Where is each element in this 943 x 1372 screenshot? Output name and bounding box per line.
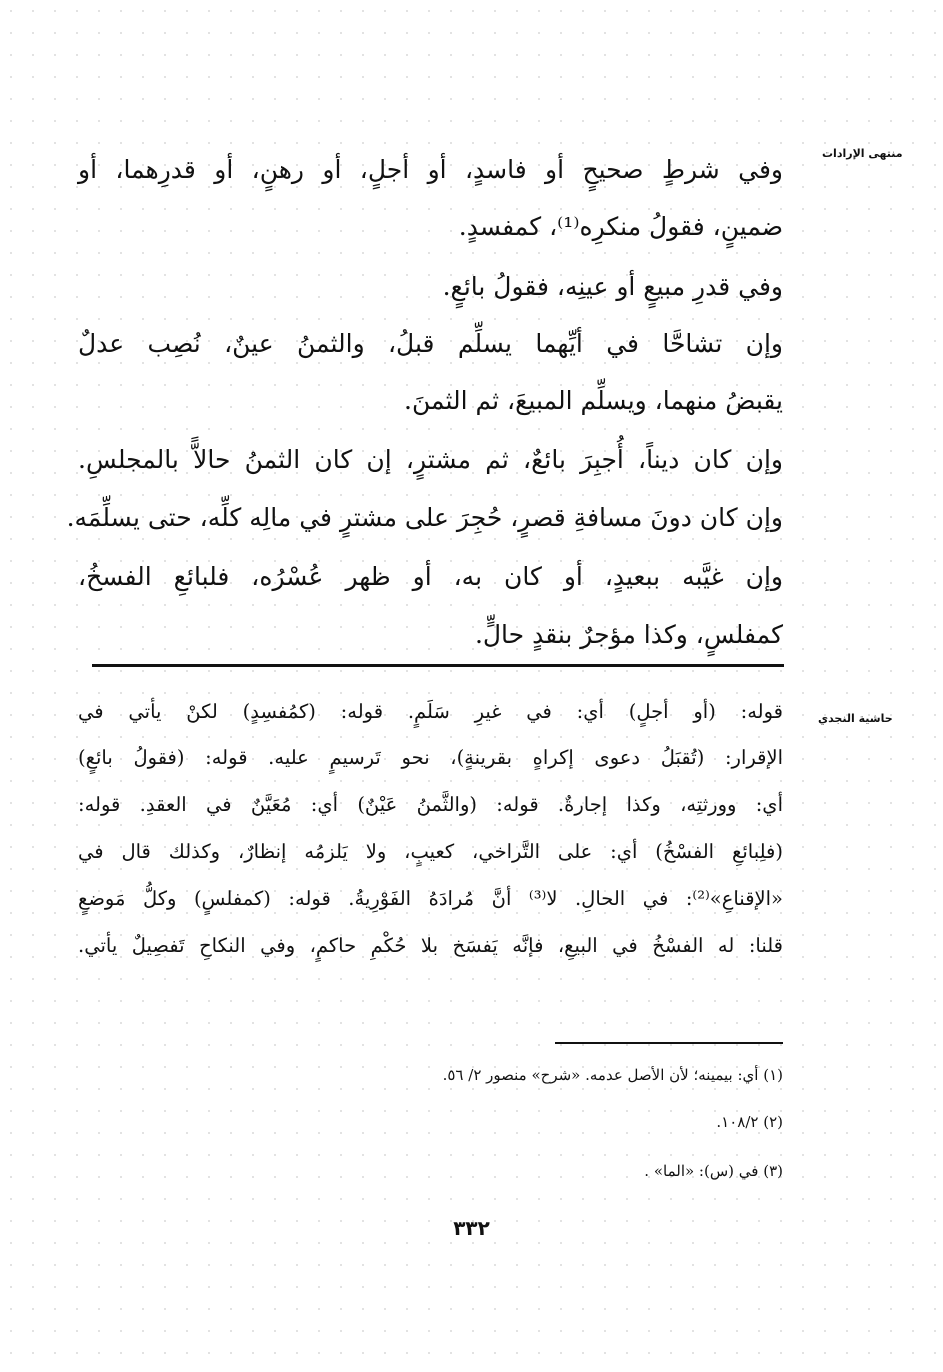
footnote-divider: [555, 1042, 783, 1044]
main-line: وإن تشاحَّا في أيِّهما يسلِّم قبلُ، والثمنُ عينٌ، نُصِب عدلٌ: [78, 329, 783, 358]
main-line: ضمينٍ، فقولُ منكرِه⁽¹⁾، كمفسدٍ.: [458, 212, 783, 241]
footnote: (١) أي: بيمينه؛ لأن الأصل عدمه. «شرح» منصور ٢/ ٥٦.: [442, 1066, 783, 1084]
page-number: ٣٣٢: [453, 1216, 490, 1240]
main-line: يقبضُ منهما، ويسلِّم المبيعَ، ثم الثمنَ.: [404, 386, 783, 415]
main-line: وفي قدرِ مبيعٍ أو عينِه، فقولُ بائعٍ.: [442, 272, 783, 301]
main-line: وإن كان ديناً، أُجبِرَ بائعٌ، ثم مشترٍ، إن كان الثمنُ حالاًّ بالمجلسِ.: [78, 445, 783, 474]
main-line: كمفلسٍ، وكذا مؤجرٌ بنقدٍ حالٍّ.: [474, 620, 783, 649]
footnote: (٣) في (س): «الما» .: [644, 1162, 783, 1180]
commentary-line: قوله: (أو أجلٍ) أي: في غيرِ سَلَمٍ. قوله: (كمُفسِدٍ) لكنْ يأتي في: [78, 700, 783, 723]
commentary-line: «الإقناعِ»⁽²⁾: في الحالِ. لا⁽³⁾ أنَّ مُرادَهُ الفَوْرِيةُ. قوله: (كمفلسٍ) وكلُّ مَوضعٍ: [78, 887, 783, 910]
footnote: (٢) ١٠٨/٢.: [716, 1113, 783, 1131]
main-line: وفي شرطٍ صحيحٍ أو فاسدٍ، أو أجلٍ، أو رهنٍ، أو قدرِهما، أو: [78, 155, 783, 184]
commentary-line: أي: وورثتِه، وكذا إجارةٌ. قوله: (والثَّمنُ عَيْنٌ) أي: مُعَيَّنٌ في العقدِ. قوله:: [78, 793, 783, 816]
commentary-line: الإقرار: (تُقبَلُ دعوى إكراهٍ بقرينةٍ)، نحو تَرسيمٍ عليه. قوله: (فقولُ بائعٍ): [78, 746, 783, 769]
commentary-line: قلنا: له الفسْخُ في البيعِ، فإنَّه يَفسَخ بلا حُكْمِ حاكمٍ، وفي النكاحِ تَفصِيلٌ يأتي.: [78, 934, 783, 957]
side-label-commentary: حاشية النجدي: [818, 712, 893, 725]
section-divider: [92, 664, 784, 667]
side-label-main-text: منتهى الإرادات: [822, 147, 903, 160]
main-line: وإن كان دونَ مسافةِ قصرٍ، حُجِرَ على مشترٍ في مالِه كلِّه، حتى يسلِّمَه.: [66, 503, 783, 532]
commentary-line: (فلِبائعِ الفسْخُ) أي: على التَّراخي، كعيبٍ، ولا يَلزمُه إنظارٌ، وكذلك قال في: [78, 840, 783, 863]
main-line: وإن غيَّبه ببعيدٍ، أو كان به، أو ظهر عُسْرُه، فلبائعِ الفسخُ،: [78, 562, 783, 591]
